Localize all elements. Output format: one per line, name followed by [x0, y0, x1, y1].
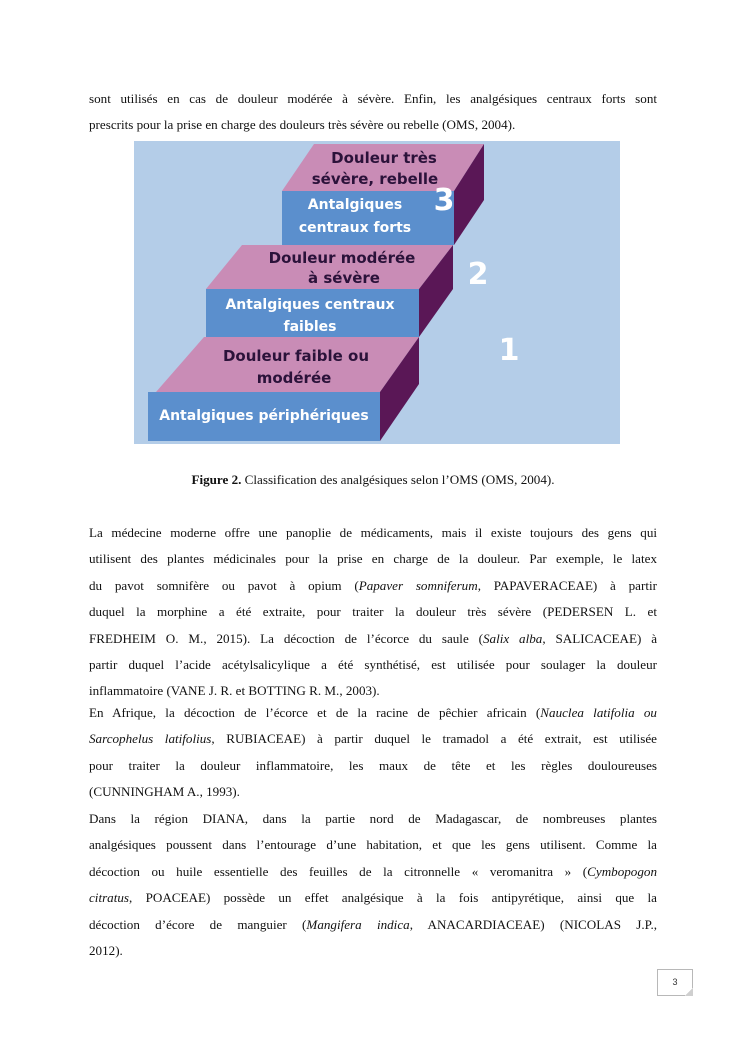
- text-line: La médecine moderne offre une panoplie de médicaments, mais il existe toujours des gens qui: [89, 525, 657, 540]
- text-line: 2012).: [89, 943, 123, 959]
- text-line: partir duquel l’acide acétylsalicylique a été synthétisé, est utilisée pour soulager la douleur: [89, 657, 657, 673]
- species-name: Salix alba: [483, 630, 543, 646]
- step-3-front-label: centraux forts: [298, 220, 412, 236]
- step-2-top-label: Douleur modérée: [268, 249, 416, 267]
- text-line: (CUNNINGHAM A., 1993).: [89, 784, 240, 800]
- step-1-front-label: Antalgiques périphériques: [159, 408, 369, 424]
- step-3-top-label: sévère, rebelle: [311, 170, 439, 188]
- step-2-top-label: à sévère: [308, 269, 380, 287]
- text-line: inflammatoire (VANE J. R. et BOTTING R. M., 2003).: [89, 683, 380, 699]
- step-3-front-label: Antalgiques: [307, 197, 403, 213]
- text-line: Dans la région DIANA, dans la partie nord de Madagascar, de nombreuses plantes: [89, 811, 657, 826]
- text-line: décoction ou huile essentielle des feuilles de la citronnelle « veromanitra » (Cymbopogon: [89, 863, 657, 879]
- species-name: Cymbopogon: [587, 863, 657, 879]
- caption-label: Figure 2.: [191, 472, 242, 487]
- text-line: décoction d’écore de manguier (Mangifera indica, ANACARDIACEAE) (NICOLAS J.P.,: [89, 916, 658, 932]
- paragraph-africa: [89, 700, 657, 806]
- step-1-number: 1: [498, 333, 520, 368]
- species-name: Papaver somniferum: [358, 577, 478, 593]
- step-3-number: 3: [433, 183, 455, 218]
- paragraph-madagascar: [89, 806, 657, 964]
- step-2-number: 2: [467, 257, 489, 292]
- step-2-front-label: faibles: [283, 319, 337, 335]
- text-line: citratus, POACEAE) possède un effet analgésique à la fois antipyrétique, ainsi que la: [89, 890, 657, 906]
- text-line: prescrits pour la prise en charge des douleurs très sévère ou rebelle (OMS, 2004).: [89, 117, 516, 133]
- figure-caption: [89, 472, 657, 488]
- text-line: FREDHEIM O. M., 2015). La décoction de l’écorce du saule (Salix alba, SALICACEAE) à: [89, 630, 658, 646]
- text-line: sont utilisés en cas de douleur modérée à sévère. Enfin, les analgésiques centraux forts sont: [89, 91, 657, 106]
- species-name: Nauclea latifolia ou: [540, 705, 657, 720]
- text-line: analgésiques poussent dans l’entourage d’une habitation, et que les gens utilisent. Comme la: [89, 837, 657, 853]
- species-name: Sarcophelus latifolius: [89, 731, 212, 747]
- step-3-top-label: Douleur très: [331, 149, 437, 167]
- text-line: En Afrique, la décoction de l’écorce et de la racine de pêchier africain (Nauclea latifolia ou: [89, 705, 657, 720]
- step-1-top-label: modérée: [256, 369, 332, 387]
- text-line: pour traiter la douleur inflammatoire, les maux de tête et les règles douloureuses: [89, 757, 657, 773]
- intro-paragraph: [89, 86, 657, 139]
- text-line: duquel la morphine a été extraite, pour traiter la douleur très sévère (PEDERSEN L. et: [89, 604, 657, 620]
- step-1-top-label: Douleur faible ou: [222, 347, 370, 365]
- step-2-front-label: Antalgiques centraux: [225, 297, 395, 313]
- pyramid-illustration: [134, 141, 620, 444]
- who-analgesic-ladder-figure: [134, 141, 620, 444]
- paragraph-modern-medicine: [89, 520, 657, 705]
- text-line: du pavot somnifère ou pavot à opium (Papaver somniferum, PAPAVERACEAE) à partir: [89, 577, 657, 593]
- text-line: utilisent des plantes médicinales pour la prise en charge de la douleur. Par exemple, le latex: [89, 551, 657, 567]
- species-name: citratus: [89, 890, 130, 906]
- text-line: Sarcophelus latifolius, RUBIACEAE) à partir duquel le tramadol a été extrait, est utilisée: [89, 731, 657, 747]
- species-name: Mangifera indica: [306, 916, 410, 932]
- page-number: 3: [657, 969, 693, 996]
- caption-text: Classification des analgésiques selon l’OMS (OMS, 2004).: [241, 472, 555, 487]
